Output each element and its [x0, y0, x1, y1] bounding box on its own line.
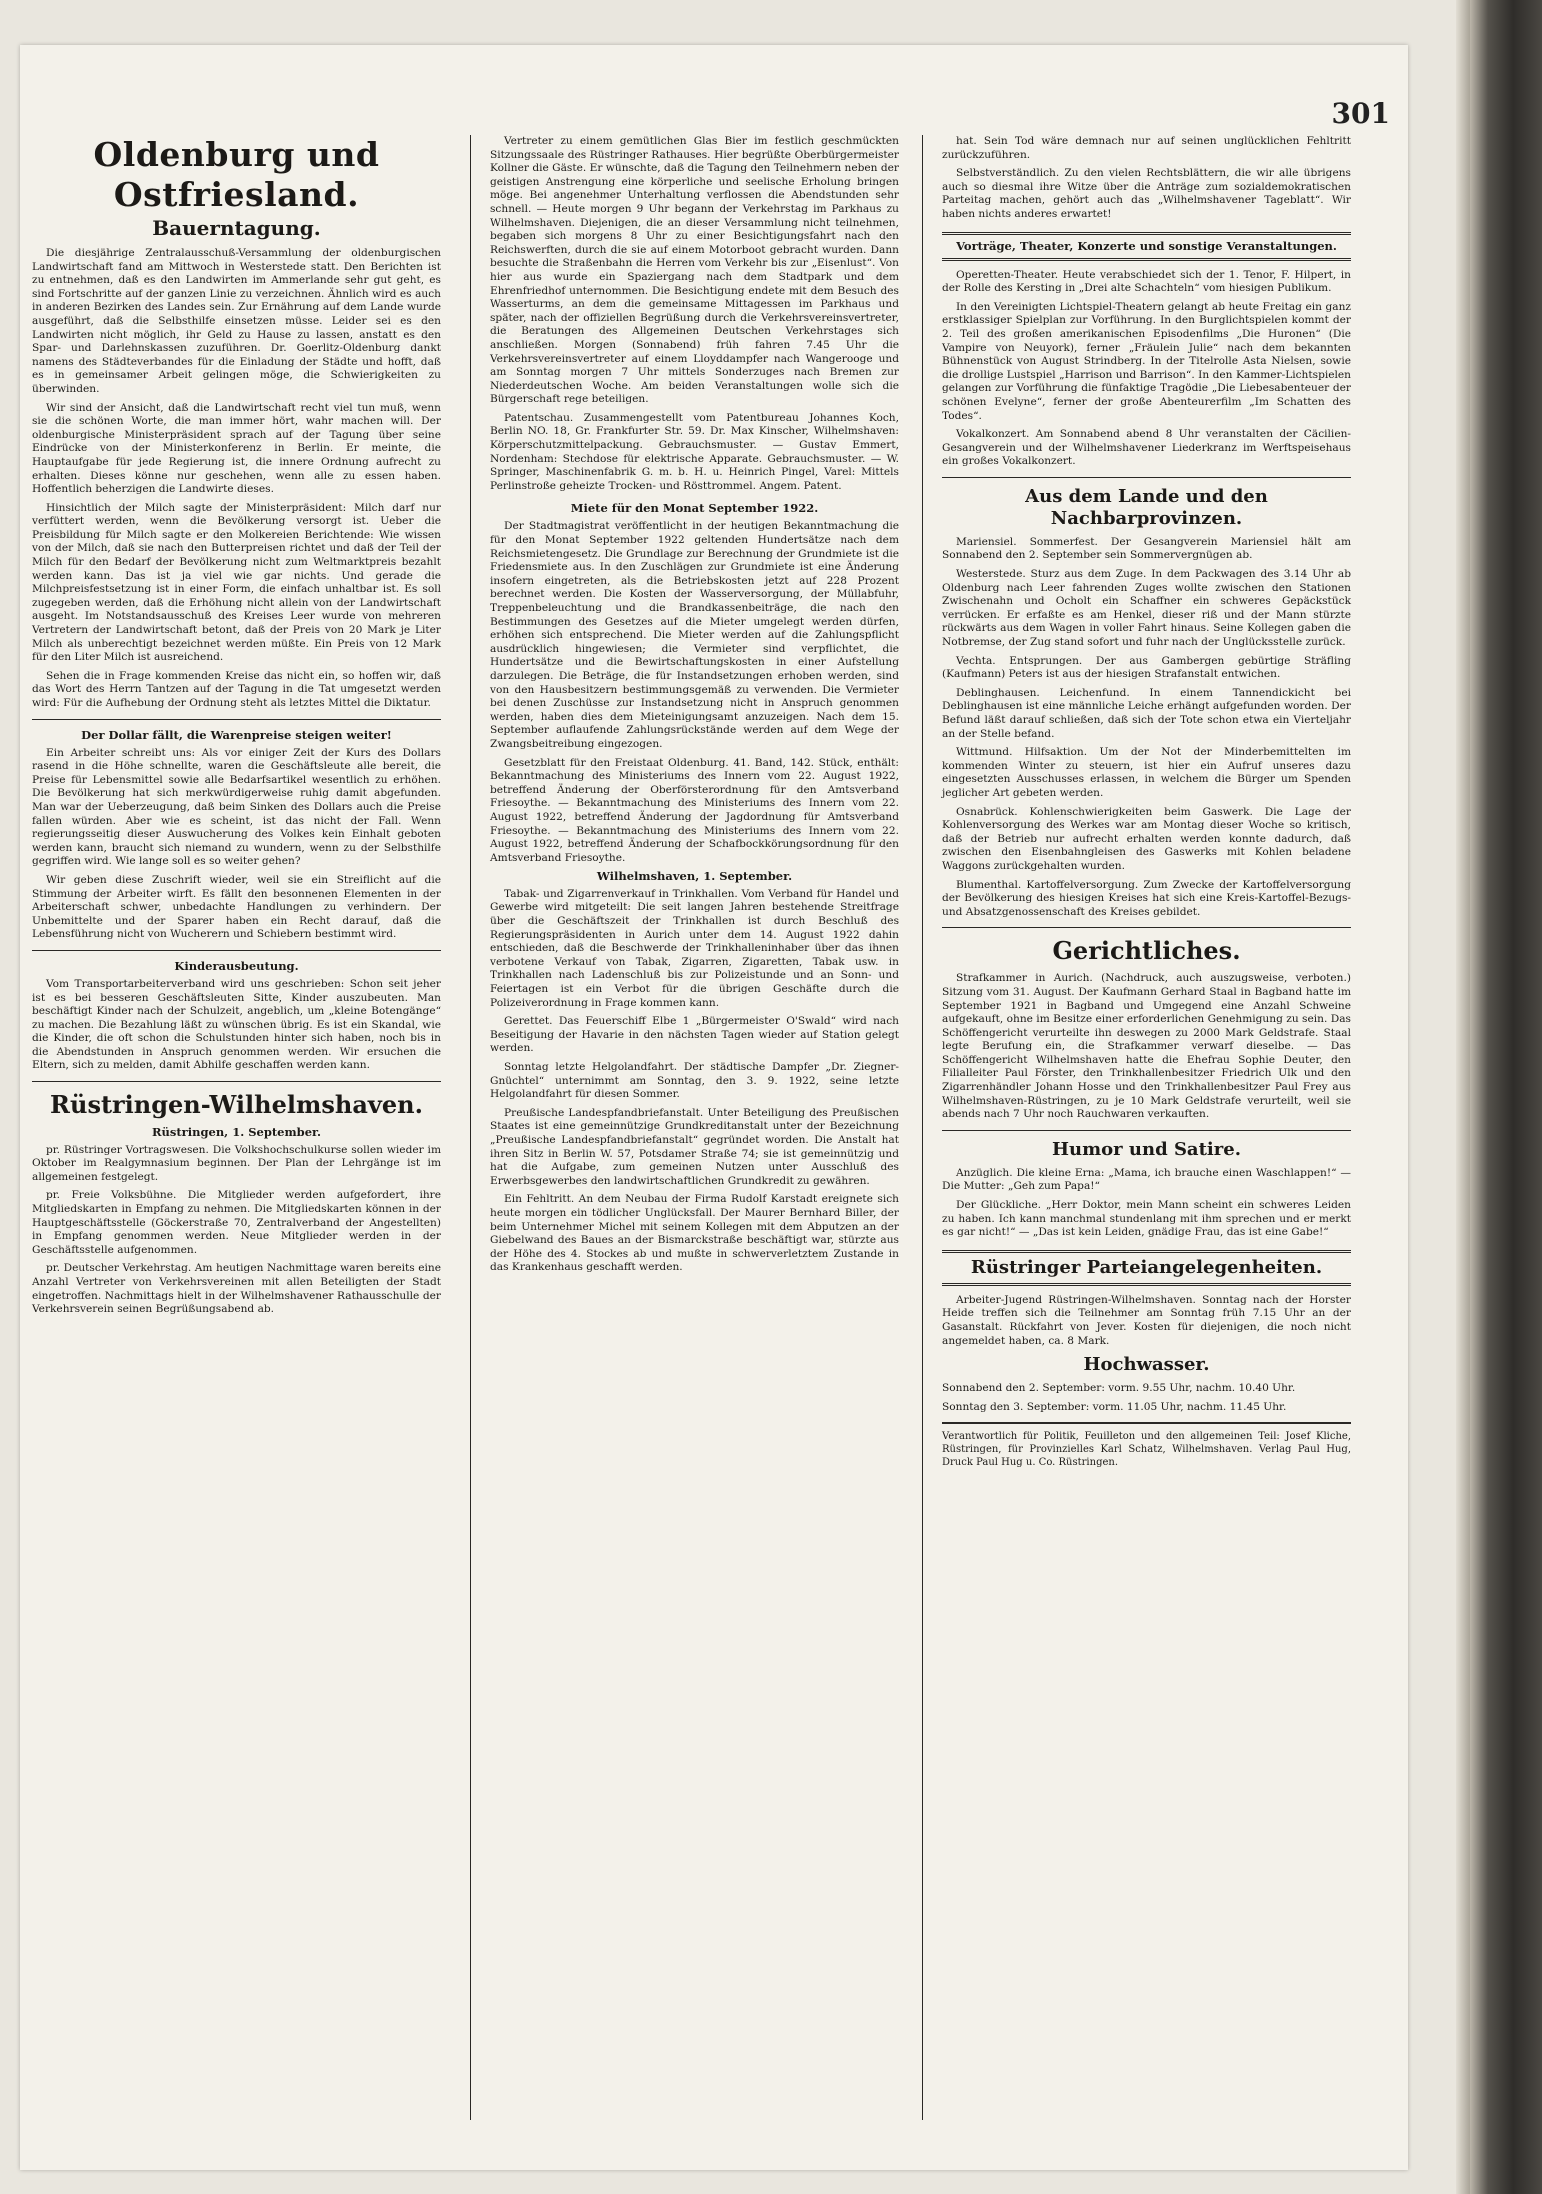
article-paragraph: Die diesjährige Zentralausschuß-Versammlung der oldenburgischen Landwirtschaft fand am Mittwoch in Westerstede statt. Den Berichten ist zu entnehmen, daß es den Landwirten im Ammerlande sehr gut geht, es sind Fortschritte auf der ganzen Linie zu verzeichnen. Ähnlich wird es auch in anderen Bezirken des Landes sein. Zur Ernährung auf dem Lande wurde ausgeführt, daß die Selbsthilfe einsetzen müsse. Leider sei es den Landwirten nicht möglich, ihr Geld zu Hause zu lassen, anstatt es den Spar- und Darlehnskassen zuzuführen. Dr. Goerlitz-Oldenburg dankt namens des Städteverbandes für die Einladung der Städte und hofft, daß es in gemeinsamer Arbeit gelingen möge, die Schwierigkeiten zu überwinden.: [32, 247, 441, 395]
article-paragraph: Operetten-Theater. Heute verabschiedet sich der 1. Tenor, F. Hilpert, in der Rolle des Kersting in „Drei alte Schachteln“ vom hiesigen Publikum.: [942, 268, 1351, 295]
article-paragraph: Sonntag letzte Helgolandfahrt. Der städtische Dampfer „Dr. Ziegner-Gnüchtel“ unternimmt am Sonntag, den 3. 9. 1922, seine letzte Helgolandfahrt für diesen Sommer.: [490, 1061, 899, 1101]
section-title-provinzen: Aus dem Lande und den Nachbarprovinzen.: [1025, 485, 1268, 529]
article-paragraph: pr. Rüstringer Vortragswesen. Die Volkshochschulkurse sollen wieder im Oktober im Realgymnasium beginnen. Der Plan der Lehrgänge ist im allgemeinen festgelegt.: [32, 1143, 441, 1183]
imprint: Verantwortlich für Politik, Feuilleton und den allgemeinen Teil: Josef Kliche, Rüstringen, für Provinzielles Karl Schatz, Wilhelmshaven. Verlag Paul Hug, Druck Paul Hug u. Co. Rüstringen.: [942, 1422, 1351, 1469]
article-paragraph: Der Stadtmagistrat veröffentlicht in der heutigen Bekanntmachung die für den Monat September 1922 geltenden Hundertsätze nach dem Reichsmietengesetz. Die Grundlage zur Berechnung der Grundmiete ist die Friedensmiete aus. In den Zuschlägen zur Grundmiete ist eine Änderung insofern eingetreten, als die Betriebskosten jetzt auf 228 Prozent berechnet werden. Die Kosten der Wasserversorgung, der Müllabfuhr, Treppenbeleuchtung und die Brandkassenbeiträge, die nach den Bestimmungen des Gesetzes auf die Mieter umgelegt werden dürfen, erhöhen sich entsprechend. Die Mieter werden auf die Zahlungspflicht ausdrücklich hingewiesen; die Vermieter sind verpflichtet, die Hundertsätze und die Bewirtschaftungskosten in einer Aufstellung darzulegen. Die Beträge, die für Instandsetzungen erhoben werden, sind von den Hausbesitzern bestimmungsgemäß zu verwenden. Die Vermieter bei denen Zuschüsse zur Instandsetzung nicht in Anspruch genommen werden, haben dies dem Mieteinigungsamt anzuzeigen. Nach dem 15. September auflaufende Zahlungsrückstände werden auf dem Wege der Zwangsbeitreibung eingezogen.: [490, 520, 899, 750]
column-rule: [470, 135, 471, 2120]
article-paragraph: Strafkammer in Aurich. (Nachdruck, auch auszugsweise, verboten.) Sitzung vom 31. August. Der Kaufmann Gerhard Staal in Bagband hatte im September 1921 in Bagband und Umgegend eine Anzahl Schweine aufgekauft, ohne im Besitze einer erforderlichen Genehmigung zu sein. Das Schöffengericht verurteilte ihn deswegen zu 2000 Mark Geldstrafe. Staal legte Berufung ein, die Strafkammer verwarf dieselbe. — Das Schöffengericht Wilhelmshaven hatte die Ehefrau Sophie Deuter, den Filialleiter Paul Förster, den Trinkhallenbesitzer Friedrich Ulk und den Zigarrenhändler Johann Hosse und den Trinkhallenbesitzer Paul Frey aus Wilhelmshaven-Rüstringen, zu je 10 Mark Geldstrafe verurteilt, weil sie abends nach 7 Uhr noch Rauchwaren verkauften.: [942, 972, 1351, 1121]
article-paragraph: pr. Deutscher Verkehrstag. Am heutigen Nachmittage waren bereits eine Anzahl Vertreter von Verkehrsvereinen mit allen Beteiligten der Stadt eingetroffen. Nachmittags hielt in der Wilhelmshavener Rathausschulle der Verkehrsverein seinen Begrüßungsabend ab.: [32, 1262, 441, 1316]
article-paragraph: Mariensiel. Sommerfest. Der Gesangverein Mariensiel hält am Sonnabend den 2. September sein Sommervergnügen ab.: [942, 535, 1351, 562]
article-paragraph: Westerstede. Sturz aus dem Zuge. In dem Packwagen des 3.14 Uhr ab Oldenburg nach Leer fahrenden Zuges wollte zwischen den Stationen Zwischenahn und Ocholt ein Schaffner ein schweres Gepäckstück verrücken. Er erfaßte es am Henkel, dieser riß und der Mann stürzte rückwärts aus dem Wagen in voller Fahrt hinaus. Seine Kollegen gaben die Notbremse, der Zug stand sofort und fuhr nach der Unglücksstelle zurück.: [942, 568, 1351, 649]
article-paragraph: Anzüglich. Die kleine Erna: „Mama, ich brauche einen Waschlappen!“ — Die Mutter: „Geh zum Papa!“: [942, 1166, 1351, 1193]
page-number: 301: [1331, 97, 1390, 130]
section-title-kinderausbeutung: Kinderausbeutung.: [174, 958, 299, 973]
article-paragraph: Hinsichtlich der Milch sagte der Ministerpräsident: Milch darf nur verfüttert werden, wenn die Bevölkerung versorgt ist. Ueber die Preisbildung für Milch sagte er den Molkereien Berichtende: Wie wissen von der Milch, daß sie nach den Butterpreisen richtet und daß der Teil der Milch für den Bedarf der Bevölkerung nicht zum Weltmarktpreis bezahlt werden kann. Das ist ja viel wie gar nichts. Und gerade die Milchpreisfestsetzung ist in einer Form, die einfach unhaltbar ist. Es soll zugegeben werden, daß die Erhöhung nicht allein von der Landwirtschaft ausgeht. Im Notstandsausschuß des Kreises Leer wurde von mehreren Vertretern der Landwirtschaft betont, daß der Preis von 20 Mark je Liter Milch als unberechtigt bezeichnet werden müßte. Ein Preis von 12 Mark für den Liter Milch ist ausreichend.: [32, 501, 441, 664]
hochwasser-line: Sonntag den 3. September: vorm. 11.05 Uhr, nachm. 11.45 Uhr.: [942, 1400, 1287, 1413]
subhead-bauerntagung: Bauerntagung.: [152, 216, 321, 240]
article-paragraph: pr. Freie Volksbühne. Die Mitglieder werden aufgefordert, ihre Mitgliedskarten in Empfang zu nehmen. Die Mitgliedskarten können in der Hauptgeschäftsstelle (Göckerstraße 70, Zentralverband der Angestellten) in Empfang genommen werden. Neue Mitglieder werden in der Geschäftsstelle aufgenommen.: [32, 1189, 441, 1256]
article-paragraph: Vokalkonzert. Am Sonnabend abend 8 Uhr veranstalten der Cäcilien-Gesangverein und der Wilhelmshavener Liederkranz im Werftspeisehaus ein großes Vokalkonzert.: [942, 428, 1351, 468]
section-title-ruestringen: Rüstringen-Wilhelmshaven.: [50, 1090, 423, 1120]
column-rule: [922, 135, 923, 2120]
hochwasser-line: Sonnabend den 2. September: vorm. 9.55 Uhr, nachm. 10.40 Uhr.: [942, 1382, 1296, 1395]
divider: [32, 1081, 441, 1082]
article-paragraph: Ein Arbeiter schreibt uns: Als vor einiger Zeit der Kurs des Dollars rasend in die Höhe schnellte, waren die Geschäftsleute alle bereit, die Preise für Lebensmittel sowie alle Bedarfsartikel wesentlich zu erhöhen. Die Bevölkerung hat sich merkwürdigerweise ruhig damit abgefunden. Man war der Ueberzeugung, daß beim Sinken des Dollars auch die Preise fallen würden. Aber wie es scheint, ist das nicht der Fall. Wenn regierungsseitig dieser Auswucherung des Volkes kein Einhalt geboten werden kann, braucht sich niemand zu wundern, wenn zu der Selbsthilfe gegriffen wird. Wie lange soll es so weiter gehen?: [32, 746, 441, 868]
dateline: Rüstringen, 1. September.: [151, 1125, 322, 1140]
article-paragraph: Deblinghausen. Leichenfund. In einem Tannendickicht bei Deblinghausen ist eine männliche Leiche erhängt aufgefunden worden. Der Befund läßt darauf schließen, daß sich der Tote schon etwa ein Vierteljahr an der Stelle befand.: [942, 686, 1351, 740]
headline-oldenburg: Oldenburg und Ostfriesland.: [93, 135, 380, 214]
article-paragraph: Vertreter zu einem gemütlichen Glas Bier im festlich geschmückten Sitzungssaale des Rüstringer Rathauses. Hier begrüßte Oberbürgermeister Kollner die Gäste. Er wünschte, daß die Tagung den Teilnehmern neben der geistigen Anstrengung eine körperliche und seelische Erholung bringen möge. Bei angenehmer Unterhaltung verflossen die Abendstunden sehr schnell. — Heute morgen 9 Uhr begann der Verkehrstag im Parkhaus zu Wilhelmshaven. Diejenigen, die an dieser Versammlung nicht teilnehmen, begaben sich morgens 8 Uhr zu einer Besichtigungsfahrt nach den Reichswerften, durch die sie auf einem Motorboot gebracht wurden. Dann besuchte die Straßenbahn die Herren vom Verkehr bis zur „Eisenlust“. Von hier aus wurde ein Spaziergang nach dem Stadtpark und dem Ehrenfriedhof unternommen. Die Besichtigung endete mit dem Besuch des Wasserturms, an dem die gemeinsame Mittagessen im Parkhaus und später, nach der offiziellen Begrüßung durch die Verkehrsvereinsvertreter, die Beratungen des Allgemeinen Deutschen Verkehrstages sich anschließen. Morgen (Sonnabend) früh fahren 7.45 Uhr die Verkehrsvereinsvertreter auf einem Lloyddampfer nach Wangerooge und am Sonntag morgen 7 Uhr mittels Sonderzuges nach Bremen zur Niederdeutschen Woche. Am beiden Veranstaltungen wolle sich die Bürgerschaft rege beteiligen.: [490, 135, 899, 406]
article-paragraph: Wittmund. Hilfsaktion. Um der Not der Minderbemittelten im kommenden Winter zu steuern, ist hier ein Aufruf unseres dazu eingesetzten Ausschusses erlassen, in welchem die Bürger um Spenden jeglicher Art gebeten werden.: [942, 746, 1351, 799]
column-3: [930, 135, 1363, 2130]
divider: [942, 477, 1351, 478]
article-paragraph: Tabak- und Zigarrenverkauf in Trinkhallen. Vom Verband für Handel und Gewerbe wird mitgeteilt: Die seit langen Jahren bestehende Streitfrage über die Geschäftszeit der Trinkhallen ist durch Beschluß des Regierungspräsidenten in Aurich unter dem 14. August 1922 dahin entschieden, daß die Beschwerde der Trinkhalleninhaber über das ihnen verbotene Verkauf von Tabak, Zigarren, Zigaretten, Tabak usw. in Trinkhallen nach Ladenschluß bis zur Polizeistunde und an Sonn- und Feiertagen ist ein Verbot für die übrigen Geschäfte durch die Polizeiverordnung in Frage kommen kann.: [490, 887, 899, 1009]
section-title-miete: Miete für den Monat September 1922.: [570, 501, 819, 516]
article-paragraph: Wir sind der Ansicht, daß die Landwirtschaft recht viel tun muß, wenn sie die schönen Worte, die man immer hört, wahr machen will. Der oldenburgische Ministerpräsident sprach auf der Tagung über seine Eindrücke von der Ministerkonferenz in Berlin. Er meinte, die Hauptaufgabe für jede Regierung ist, die innere Ordnung aufrecht zu erhalten. Dieses könne nur geschehen, wenn alle zu essen haben. Hoffentlich beherzigen die Landwirte dieses.: [32, 401, 441, 496]
divider: [32, 950, 441, 951]
article-paragraph: Blumenthal. Kartoffelversorgung. Zum Zwecke der Kartoffelversorgung der Bevölkerung des hiesigen Kreises hat sich eine Kreis-Kartoffel-Bezugs- und Absatzgenossenschaft des Kreises gebildet.: [942, 878, 1351, 918]
article-paragraph: Vom Transportarbeiterverband wird uns geschrieben: Schon seit jeher ist es bei besseren Geschäftsleuten Sitte, Kinder auszubeuten. Man beschäftigt Kinder nach der Schulzeit, angeblich, um „kleine Botengänge“ zu machen. Die Bezahlung läßt zu wünschen übrig. Es ist ein Skandal, wie die Kinder, die oft schon die Schulstunden hinter sich haben, noch bis in die Abendstunden in Anspruch genommen werden. Wir ersuchen die Eltern, sich zu melden, damit Abhilfe geschaffen werden kann.: [32, 977, 441, 1072]
article-paragraph: Osnabrück. Kohlenschwierigkeiten beim Gaswerk. Die Lage der Kohlenversorgung des Werkes war am Montag dieser Woche so kritisch, daß der Betrieb nur aufrecht erhalten werden konnte dadurch, daß zwischen den Eisenbahngleisen des Gaswerks mit Kohlen beladene Waggons zurückgehalten wurden.: [942, 805, 1351, 872]
section-title-gerichtliches: Gerichtliches.: [1052, 936, 1241, 966]
section-box-theater: [942, 232, 1351, 261]
section-title-humor: Humor und Satire.: [1052, 1138, 1241, 1160]
article-paragraph: Patentschau. Zusammengestellt vom Patentbureau Johannes Koch, Berlin NO. 18, Gr. Frankfurter Str. 59. Dr. Max Kinscher, Wilhelmshaven: Körperschutzmittelpackung. Gebrauchsmuster. — Gustav Emmert, Nordenham: Stechdose für elektrische Apparate. Gebrauchsmuster. — W. Springer, Maschinenfabrik G. m. b. H. u. Heinrich Pingel, Varel: Mittels Perlinstroße geheizte Trocken- und Rösttrommel. Angem. Patent.: [490, 411, 899, 492]
dateline: Wilhelmshaven, 1. September.: [596, 869, 793, 884]
section-title-theater: Vorträge, Theater, Konzerte und sonstige Veranstaltungen.: [956, 238, 1337, 253]
article-paragraph: Ein Fehltritt. An dem Neubau der Firma Rudolf Karstadt ereignete sich heute morgen ein tödlicher Unglücksfall. Der Maurer Bernhard Biller, der beim Unternehmer Michel mit seinem Kollegen mit dem Abputzen an der Giebelwand des Baues an der Bismarckstraße beschäftigt war, stürzte aus der Höhe des 4. Stockes ab und mußte in schwerverletztem Zustande in das Krankenhaus geschafft werden.: [490, 1193, 899, 1274]
article-paragraph: Sehen die in Frage kommenden Kreise das nicht ein, so hoffen wir, daß das Wort des Herrn Tantzen auf der Tagung in die Tat umgesetzt werden wird: Für die Aufhebung der Ordnung steht als letztes Mittel die Diktatur.: [32, 669, 441, 709]
section-title-dollar: Der Dollar fällt, die Warenpreise steigen weiter!: [81, 727, 392, 742]
article-paragraph: Der Glückliche. „Herr Doktor, mein Mann scheint ein schweres Leiden zu haben. Ich kann manchmal stundenlang mit ihm sprechen und er merkt es gar nicht!“ — „Das ist kein Leiden, gnädige Frau, das ist eine Gabe!“: [942, 1199, 1351, 1239]
book-edge: [1456, 0, 1470, 2194]
article-paragraph: Preußische Landespfandbriefanstalt. Unter Beteiligung des Preußischen Staates ist eine gemeinnützige Grundkreditanstalt unter der Bezeichnung „Preußische Landespfandbriefanstalt“ gegründet worden. Die Anstalt hat ihren Sitz in Berlin W. 57, Potsdamer Straße 74; sie ist gemeinnützig und hat die Aufgabe, zum gemeinen Nutzen unter Ausschluß des Erwerbsgewerbes den landwirtschaftlichen Grundkredit zu gewähren.: [490, 1106, 899, 1187]
newspaper-page: [20, 45, 1408, 2170]
section-title-hochwasser: Hochwasser.: [1083, 1354, 1210, 1376]
divider: [942, 1130, 1351, 1131]
section-title-partei: Rüstringer Parteiangelegenheiten.: [970, 1256, 1323, 1278]
divider: [32, 719, 441, 720]
divider: [942, 927, 1351, 928]
column-1: [20, 135, 453, 2130]
column-2: [478, 135, 911, 2130]
article-paragraph: Selbstverständlich. Zu den vielen Rechtsblättern, die wir alle übrigens auch so diesmal ihre Witze über die Anträge zum sozialdemokratischen Parteitag machen, gehört auch das „Wilhelmshavener Tageblatt“. Wir haben nichts anderes erwartet!: [942, 167, 1351, 220]
article-paragraph: Gerettet. Das Feuerschiff Elbe 1 „Bürgermeister O'Swald“ wird nach Beseitigung der Havarie in den nächsten Tagen wieder auf Station gelegt werden.: [490, 1015, 899, 1055]
article-paragraph: Gesetzblatt für den Freistaat Oldenburg. 41. Band, 142. Stück, enthält: Bekanntmachung des Ministeriums des Innern vom 22. August 1922, betreffend Änderung der Oberförsterordnung für den Amtsverband Friesoythe. — Bekanntmachung des Ministeriums des Innern vom 22. August 1922, betreffend Änderung der Jagdordnung für Amtsverband Friesoythe. — Bekanntmachung des Ministeriums des Innern vom 22. August 1922, betreffend Änderung der Schafbockkörungsordnung für den Amtsverband Friesoythe.: [490, 756, 899, 864]
article-paragraph: Wir geben diese Zuschrift wieder, weil sie ein Streiflicht auf die Stimmung der Arbeiter wirft. Es fällt den besonnenen Elementen in der Arbeiterschaft schwer, unbedachte Handlungen zu verhindern. Der Unbemittelte und der Sparer haben ein Recht darauf, daß die Lebensführung nicht von Wucherern und Schiebern bestimmt wird.: [32, 873, 441, 941]
book-spine: [1470, 0, 1542, 2194]
article-paragraph: Arbeiter-Jugend Rüstringen-Wilhelmshaven. Sonntag nach der Horster Heide treffen sich die Teilnehmer am Sonntag früh 7.15 Uhr an der Gasanstalt. Rückfahrt von Jever. Kosten für diejenigen, die noch nicht angemeldet haben, ca. 8 Mark.: [942, 1293, 1351, 1347]
section-box-partei: [942, 1250, 1351, 1286]
article-paragraph: In den Vereinigten Lichtspiel-Theatern gelangt ab heute Freitag ein ganz erstklassiger Spielplan zur Vorführung. In den Burglichtspielen kommt der 2. Teil des großen amerikanischen Episodenfilms „Die Huronen“ (Die Vampire von Neuyork), ferner „Fräulein Julie“ nach dem bekannten Bühnenstück von August Strindberg. In der Titelrolle Asta Nielsen, sowie die drollige Lustspiel „Harrison und Barrison“. In den Kammer-Lichtspielen gelangen zur Vorführung die fünfaktige Tragödie „Die Liebesabenteuer der schönen Evelyne“, ferner der große Abenteurerfilm „Im Schatten des Todes“.: [942, 300, 1351, 422]
article-paragraph: Vechta. Entsprungen. Der aus Gambergen gebürtige Sträfling (Kaufmann) Peters ist aus der hiesigen Strafanstalt entwichen.: [942, 654, 1351, 681]
article-paragraph: hat. Sein Tod wäre demnach nur auf seinen unglücklichen Fehltritt zurückzuführen.: [942, 135, 1351, 161]
